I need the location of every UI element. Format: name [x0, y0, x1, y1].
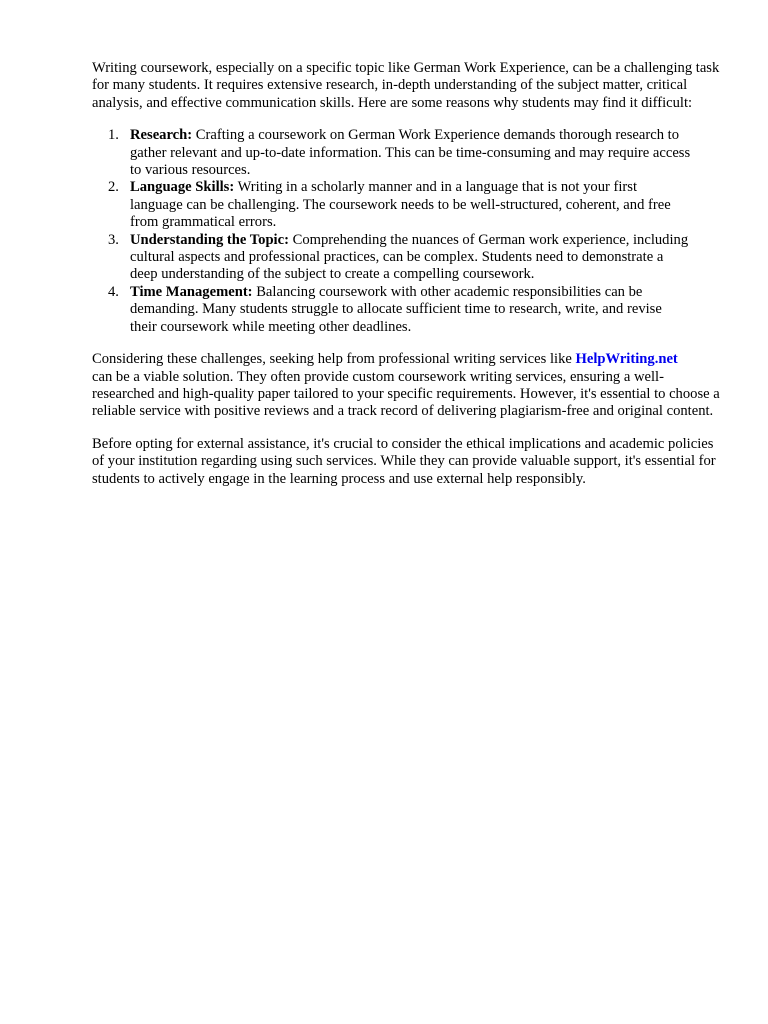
list-item-number: 1. [108, 127, 119, 144]
list-item-term: Language Skills: [130, 179, 235, 196]
list-item [92, 127, 692, 179]
list-item [92, 179, 692, 231]
list-item [92, 232, 692, 284]
list-item-term: Understanding the Topic: [130, 231, 289, 248]
considering-paragraph [92, 351, 720, 421]
list-item-number: 4. [108, 283, 119, 300]
helpwriting-link[interactable]: HelpWriting.net [575, 351, 678, 368]
list-item-number: 3. [108, 231, 119, 248]
considering-text-before: Considering these challenges, seeking help from professional writing services like [92, 351, 576, 368]
intro-paragraph: Writing coursework, especially on a specific topic like German Work Experience, can be a challenging task for many students. It requires extensive research, in-depth understanding of the subject matter, critical analysis, and effective communication skills. Here are some reasons why students may find it difficult: [92, 60, 720, 111]
list-item-text: Crafting a coursework on German Work Experience demands thorough research to gather relevant and up-to-date information. This can be time-consuming and may require access to various resources. [130, 127, 691, 179]
list-item-number: 2. [108, 179, 119, 196]
list-item-text: Comprehending the nuances of German work experience, including cultural aspects and professional practices, can be complex. Students need to demonstrate a deep understanding of the subject to create a compelling coursework. [130, 231, 689, 283]
reasons-list [92, 127, 692, 336]
list-item-text: Balancing coursework with other academic responsibilities can be demanding. Many students struggle to allocate sufficient time to research, write, and revise their coursework while meeting other deadlines. [130, 283, 662, 335]
list-item-term: Time Management: [130, 283, 253, 300]
list-item [92, 284, 692, 336]
list-item-text: Writing in a scholarly manner and in a language that is not your first language can be challenging. The coursework needs to be well-structured, coherent, and free from grammatical errors. [130, 179, 671, 231]
considering-text-after: can be a viable solution. They often provide custom coursework writing services, ensuring a well-researched and high-quality paper tailored to your specific requirements. However, it's essential to choose a reliable service with positive reviews and a track record of delivering plagiarism-free and original content. [92, 368, 720, 420]
closing-paragraph: Before opting for external assistance, it's crucial to consider the ethical implications and academic policies of your institution regarding using such services. While they can provide valuable support, it's essential for students to actively engage in the learning process and use external help responsibly. [92, 435, 716, 487]
list-item-term: Research: [130, 127, 193, 144]
